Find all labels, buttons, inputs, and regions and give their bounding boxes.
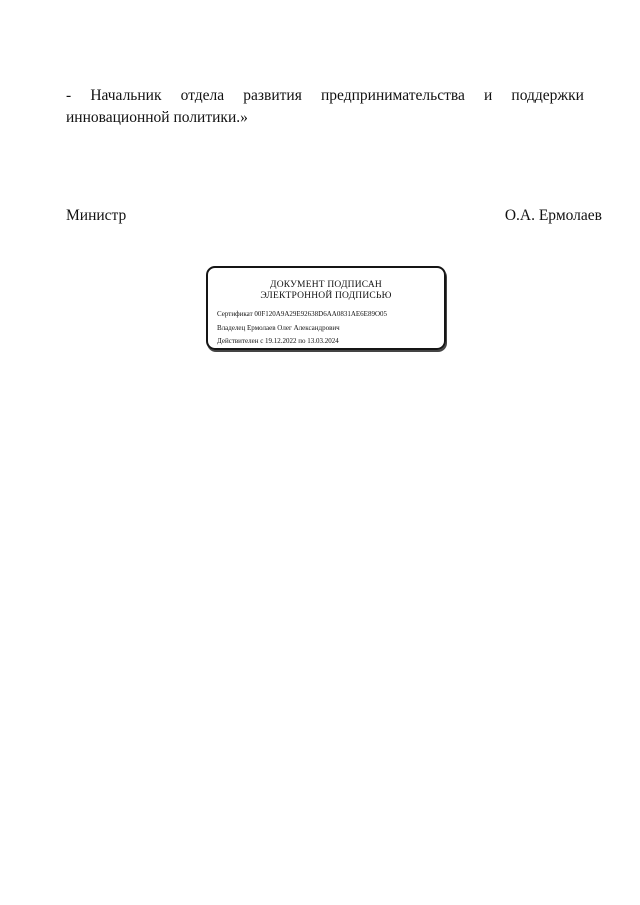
text-word: отдела xyxy=(180,87,225,104)
text-word: развития xyxy=(243,87,302,104)
stamp-validity: Действителен с 19.12.2022 по 13.03.2024 xyxy=(217,337,339,345)
signer-name: О.А. Ермолаев xyxy=(504,207,602,224)
stamp-title-line-1: ДОКУМЕНТ ПОДПИСАН xyxy=(270,280,382,290)
signer-position: Министр xyxy=(66,207,127,224)
paragraph-line-2: инновационной политики.» xyxy=(66,109,248,126)
list-dash: - xyxy=(66,87,72,104)
text-word: предпринимательства xyxy=(321,87,465,104)
stamp-owner: Владелец Ермолаев Олег Александрович xyxy=(217,324,340,332)
stamp-certificate: Сертификат 00F120A9A29E92638D6AA0831AE6E89O05 xyxy=(217,310,387,318)
text-word: поддержки xyxy=(511,87,584,104)
stamp-title-line-2: ЭЛЕКТРОННОЙ ПОДПИСЬЮ xyxy=(260,291,392,301)
text-word: и xyxy=(483,87,493,104)
e-signature-stamp xyxy=(206,266,446,350)
paragraph-line-1 xyxy=(66,86,584,106)
signature-block xyxy=(66,206,602,226)
text-word: Начальник xyxy=(90,87,162,104)
stamp-title xyxy=(208,280,444,302)
